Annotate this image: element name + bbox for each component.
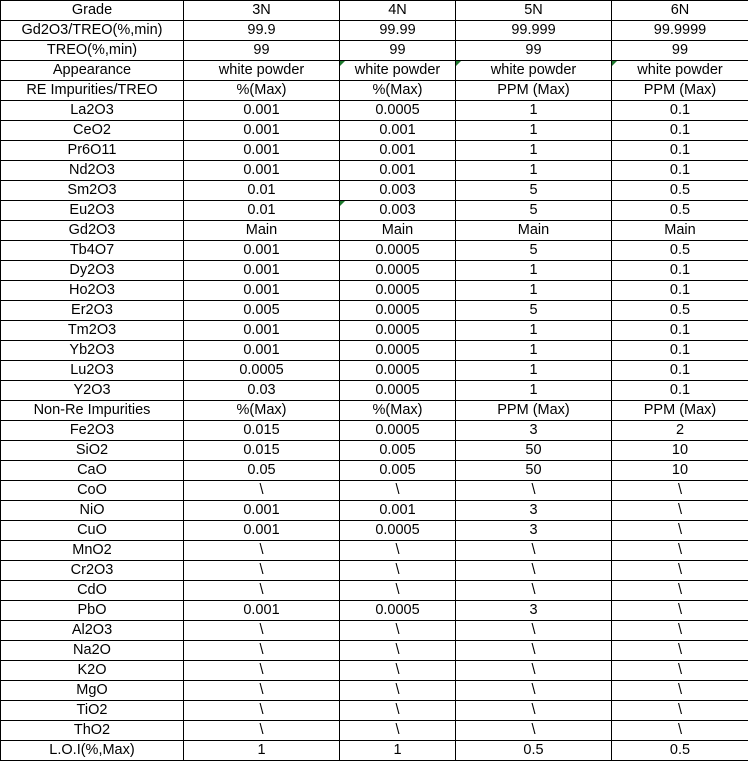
value-cell[interactable]: 3 bbox=[456, 521, 612, 541]
value-cell[interactable]: Main bbox=[184, 221, 340, 241]
value-cell[interactable]: 0.001 bbox=[184, 261, 340, 281]
row-label-cell[interactable]: SiO2 bbox=[1, 441, 184, 461]
value-cell[interactable]: 0.0005 bbox=[340, 101, 456, 121]
value-cell[interactable]: 5 bbox=[456, 241, 612, 261]
value-cell[interactable]: white powder bbox=[184, 61, 340, 81]
table-row bbox=[1, 261, 748, 281]
table-row bbox=[1, 641, 748, 661]
value-cell[interactable]: PPM (Max) bbox=[456, 81, 612, 101]
value-cell[interactable]: white powder bbox=[612, 61, 748, 81]
table-row bbox=[1, 281, 748, 301]
value-cell[interactable]: \ bbox=[184, 641, 340, 661]
value-cell[interactable]: 0.003 bbox=[340, 201, 456, 221]
table-row bbox=[1, 401, 748, 421]
row-label-cell[interactable]: Gd2O3/TREO(%,min) bbox=[1, 21, 184, 41]
value-cell[interactable]: \ bbox=[340, 641, 456, 661]
row-label-cell[interactable]: Non-Re Impurities bbox=[1, 401, 184, 421]
row-label-cell[interactable]: Yb2O3 bbox=[1, 341, 184, 361]
value-cell[interactable]: \ bbox=[184, 621, 340, 641]
row-label-cell[interactable]: Pr6O11 bbox=[1, 141, 184, 161]
value-cell[interactable]: 0.0005 bbox=[184, 361, 340, 381]
value-cell[interactable]: \ bbox=[456, 661, 612, 681]
header-cell-3n[interactable]: 3N bbox=[184, 1, 340, 21]
value-cell[interactable]: PPM (Max) bbox=[612, 401, 748, 421]
value-cell[interactable]: 0.001 bbox=[184, 501, 340, 521]
value-cell[interactable]: \ bbox=[184, 681, 340, 701]
value-cell[interactable]: Main bbox=[456, 221, 612, 241]
row-label-cell[interactable]: Cr2O3 bbox=[1, 561, 184, 581]
value-cell[interactable]: 0.001 bbox=[184, 101, 340, 121]
value-cell[interactable]: white powder bbox=[456, 61, 612, 81]
table-row bbox=[1, 101, 748, 121]
value-cell[interactable]: 0.1 bbox=[612, 381, 748, 401]
row-label-cell[interactable]: Sm2O3 bbox=[1, 181, 184, 201]
value-cell[interactable]: 0.1 bbox=[612, 161, 748, 181]
value-cell[interactable]: 0.5 bbox=[456, 741, 612, 761]
value-cell[interactable]: 0.005 bbox=[340, 461, 456, 481]
row-label-cell[interactable]: TiO2 bbox=[1, 701, 184, 721]
value-cell[interactable]: \ bbox=[184, 721, 340, 741]
value-cell[interactable]: \ bbox=[612, 501, 748, 521]
value-cell[interactable]: 0.01 bbox=[184, 201, 340, 221]
value-cell[interactable]: 0.0005 bbox=[340, 421, 456, 441]
row-label-cell[interactable]: Ho2O3 bbox=[1, 281, 184, 301]
value-cell[interactable]: 5 bbox=[456, 201, 612, 221]
value-cell[interactable]: 1 bbox=[456, 341, 612, 361]
value-cell[interactable]: 0.5 bbox=[612, 301, 748, 321]
value-cell[interactable]: \ bbox=[184, 581, 340, 601]
header-cell-4n[interactable]: 4N bbox=[340, 1, 456, 21]
spec-table-body bbox=[1, 1, 748, 761]
table-row bbox=[1, 221, 748, 241]
value-cell[interactable]: 0.1 bbox=[612, 121, 748, 141]
row-label-cell[interactable]: Er2O3 bbox=[1, 301, 184, 321]
table-row bbox=[1, 381, 748, 401]
value-cell[interactable]: 99 bbox=[184, 41, 340, 61]
value-cell[interactable]: 0.005 bbox=[184, 301, 340, 321]
table-row bbox=[1, 721, 748, 741]
row-label-cell[interactable]: Gd2O3 bbox=[1, 221, 184, 241]
row-label-cell[interactable]: Nd2O3 bbox=[1, 161, 184, 181]
row-label-cell[interactable]: NiO bbox=[1, 501, 184, 521]
value-cell[interactable]: %(Max) bbox=[340, 401, 456, 421]
value-cell[interactable]: 1 bbox=[184, 741, 340, 761]
value-cell[interactable]: 10 bbox=[612, 461, 748, 481]
value-cell[interactable]: 0.0005 bbox=[340, 301, 456, 321]
value-cell[interactable]: 0.05 bbox=[184, 461, 340, 481]
table-row bbox=[1, 421, 748, 441]
value-cell[interactable]: \ bbox=[456, 541, 612, 561]
value-cell[interactable]: 0.001 bbox=[184, 141, 340, 161]
value-cell[interactable]: \ bbox=[184, 561, 340, 581]
value-cell[interactable]: 0.1 bbox=[612, 321, 748, 341]
table-row bbox=[1, 581, 748, 601]
row-label-cell[interactable]: Fe2O3 bbox=[1, 421, 184, 441]
value-cell[interactable]: \ bbox=[456, 481, 612, 501]
value-cell[interactable]: 0.0005 bbox=[340, 381, 456, 401]
value-cell[interactable]: 99.9 bbox=[184, 21, 340, 41]
value-cell[interactable]: \ bbox=[456, 721, 612, 741]
value-cell[interactable]: 0.0005 bbox=[340, 521, 456, 541]
value-cell[interactable]: 1 bbox=[456, 161, 612, 181]
row-label-cell[interactable]: Appearance bbox=[1, 61, 184, 81]
value-cell[interactable]: \ bbox=[612, 621, 748, 641]
row-label-cell[interactable]: Lu2O3 bbox=[1, 361, 184, 381]
value-cell[interactable]: \ bbox=[340, 721, 456, 741]
table-row bbox=[1, 361, 748, 381]
value-cell[interactable]: 0.5 bbox=[612, 741, 748, 761]
value-cell[interactable]: \ bbox=[340, 561, 456, 581]
value-cell[interactable]: 1 bbox=[456, 101, 612, 121]
header-cell-6n[interactable]: 6N bbox=[612, 1, 748, 21]
value-cell[interactable]: \ bbox=[612, 661, 748, 681]
value-cell[interactable]: Main bbox=[612, 221, 748, 241]
row-label-cell[interactable]: CeO2 bbox=[1, 121, 184, 141]
value-cell[interactable]: 0.1 bbox=[612, 141, 748, 161]
value-cell[interactable]: 0.0005 bbox=[340, 601, 456, 621]
value-cell[interactable]: \ bbox=[612, 601, 748, 621]
row-label-cell[interactable]: CoO bbox=[1, 481, 184, 501]
value-cell[interactable]: \ bbox=[340, 681, 456, 701]
row-label-cell[interactable]: Dy2O3 bbox=[1, 261, 184, 281]
value-cell[interactable]: 0.1 bbox=[612, 361, 748, 381]
table-row bbox=[1, 201, 748, 221]
table-row bbox=[1, 521, 748, 541]
value-cell[interactable]: \ bbox=[456, 561, 612, 581]
value-cell[interactable]: 5 bbox=[456, 301, 612, 321]
value-cell[interactable]: \ bbox=[612, 521, 748, 541]
value-cell[interactable]: \ bbox=[184, 701, 340, 721]
value-cell[interactable]: 99 bbox=[340, 41, 456, 61]
value-cell[interactable]: 0.003 bbox=[340, 181, 456, 201]
value-cell[interactable]: Main bbox=[340, 221, 456, 241]
value-cell[interactable]: \ bbox=[340, 541, 456, 561]
value-cell[interactable]: 1 bbox=[456, 281, 612, 301]
value-cell[interactable]: 0.0005 bbox=[340, 281, 456, 301]
row-label-cell[interactable]: PbO bbox=[1, 601, 184, 621]
value-cell[interactable]: 0.001 bbox=[184, 601, 340, 621]
value-cell[interactable]: \ bbox=[340, 621, 456, 641]
table-row bbox=[1, 41, 748, 61]
value-cell[interactable]: \ bbox=[456, 581, 612, 601]
value-cell[interactable]: 1 bbox=[456, 361, 612, 381]
value-cell[interactable]: 0.5 bbox=[612, 201, 748, 221]
value-cell[interactable]: \ bbox=[612, 581, 748, 601]
table-row bbox=[1, 481, 748, 501]
value-cell[interactable]: 99 bbox=[612, 41, 748, 61]
value-cell[interactable]: 0.001 bbox=[184, 341, 340, 361]
value-cell[interactable]: white powder bbox=[340, 61, 456, 81]
value-cell[interactable]: \ bbox=[612, 681, 748, 701]
value-cell[interactable]: 0.5 bbox=[612, 181, 748, 201]
value-cell[interactable]: \ bbox=[612, 561, 748, 581]
row-label-cell[interactable]: CaO bbox=[1, 461, 184, 481]
table-row bbox=[1, 341, 748, 361]
value-cell[interactable]: 2 bbox=[612, 421, 748, 441]
value-cell[interactable]: 1 bbox=[456, 261, 612, 281]
value-cell[interactable]: \ bbox=[340, 581, 456, 601]
table-row bbox=[1, 541, 748, 561]
value-cell[interactable]: 10 bbox=[612, 441, 748, 461]
row-label-cell[interactable]: TREO(%,min) bbox=[1, 41, 184, 61]
table-row bbox=[1, 161, 748, 181]
value-cell[interactable]: 3 bbox=[456, 501, 612, 521]
value-cell[interactable]: 0.001 bbox=[340, 501, 456, 521]
value-cell[interactable]: 1 bbox=[456, 121, 612, 141]
value-cell[interactable]: \ bbox=[340, 661, 456, 681]
value-cell[interactable]: 0.015 bbox=[184, 441, 340, 461]
table-row bbox=[1, 241, 748, 261]
value-cell[interactable]: 0.001 bbox=[184, 281, 340, 301]
value-cell[interactable]: 1 bbox=[340, 741, 456, 761]
value-cell[interactable]: 99.9999 bbox=[612, 21, 748, 41]
table-row bbox=[1, 121, 748, 141]
value-cell[interactable]: 0.03 bbox=[184, 381, 340, 401]
header-cell-5n[interactable]: 5N bbox=[456, 1, 612, 21]
table-row bbox=[1, 661, 748, 681]
value-cell[interactable]: PPM (Max) bbox=[612, 81, 748, 101]
row-label-cell[interactable]: Na2O bbox=[1, 641, 184, 661]
table-row bbox=[1, 621, 748, 641]
table-row bbox=[1, 21, 748, 41]
value-cell[interactable]: \ bbox=[612, 541, 748, 561]
value-cell[interactable]: 99.99 bbox=[340, 21, 456, 41]
value-cell[interactable]: \ bbox=[456, 681, 612, 701]
table-row bbox=[1, 701, 748, 721]
value-cell[interactable]: 99.999 bbox=[456, 21, 612, 41]
table-row bbox=[1, 321, 748, 341]
value-cell[interactable]: %(Max) bbox=[184, 81, 340, 101]
value-cell[interactable]: \ bbox=[612, 641, 748, 661]
value-cell[interactable]: 0.015 bbox=[184, 421, 340, 441]
value-cell[interactable]: %(Max) bbox=[340, 81, 456, 101]
value-cell[interactable]: 0.1 bbox=[612, 101, 748, 121]
value-cell[interactable]: \ bbox=[456, 621, 612, 641]
value-cell[interactable]: 0.001 bbox=[184, 241, 340, 261]
value-cell[interactable]: \ bbox=[184, 661, 340, 681]
table-row bbox=[1, 301, 748, 321]
row-label-cell[interactable]: CdO bbox=[1, 581, 184, 601]
table-row bbox=[1, 181, 748, 201]
value-cell[interactable]: 99 bbox=[456, 41, 612, 61]
value-cell[interactable]: 50 bbox=[456, 441, 612, 461]
value-cell[interactable]: \ bbox=[340, 481, 456, 501]
table-row bbox=[1, 61, 748, 81]
value-cell[interactable]: 1 bbox=[456, 321, 612, 341]
row-label-cell[interactable]: MnO2 bbox=[1, 541, 184, 561]
value-cell[interactable]: \ bbox=[340, 701, 456, 721]
value-cell[interactable]: 0.001 bbox=[340, 141, 456, 161]
value-cell[interactable]: 0.005 bbox=[340, 441, 456, 461]
value-cell[interactable]: PPM (Max) bbox=[456, 401, 612, 421]
table-row bbox=[1, 501, 748, 521]
value-cell[interactable]: 0.01 bbox=[184, 181, 340, 201]
header-row bbox=[1, 1, 748, 21]
row-label-cell[interactable]: Tm2O3 bbox=[1, 321, 184, 341]
row-label-cell[interactable]: K2O bbox=[1, 661, 184, 681]
table-row bbox=[1, 81, 748, 101]
value-cell[interactable]: 0.0005 bbox=[340, 321, 456, 341]
value-cell[interactable]: 0.001 bbox=[184, 321, 340, 341]
value-cell[interactable]: \ bbox=[184, 541, 340, 561]
row-label-cell[interactable]: RE Impurities/TREO bbox=[1, 81, 184, 101]
value-cell[interactable]: 0.001 bbox=[340, 121, 456, 141]
value-cell[interactable]: 0.001 bbox=[184, 161, 340, 181]
table-row bbox=[1, 141, 748, 161]
row-label-cell[interactable]: La2O3 bbox=[1, 101, 184, 121]
value-cell[interactable]: 0.001 bbox=[184, 121, 340, 141]
table-row bbox=[1, 461, 748, 481]
row-label-cell[interactable]: Tb4O7 bbox=[1, 241, 184, 261]
value-cell[interactable]: 0.0005 bbox=[340, 341, 456, 361]
value-cell[interactable]: \ bbox=[184, 481, 340, 501]
value-cell[interactable]: \ bbox=[612, 481, 748, 501]
value-cell[interactable]: 5 bbox=[456, 181, 612, 201]
value-cell[interactable]: \ bbox=[456, 641, 612, 661]
row-label-cell[interactable]: Al2O3 bbox=[1, 621, 184, 641]
table-row bbox=[1, 741, 748, 761]
row-label-cell[interactable]: Y2O3 bbox=[1, 381, 184, 401]
table-row bbox=[1, 561, 748, 581]
row-label-cell[interactable]: MgO bbox=[1, 681, 184, 701]
table-row bbox=[1, 441, 748, 461]
value-cell[interactable]: 0.1 bbox=[612, 281, 748, 301]
header-cell-grade[interactable]: Grade bbox=[1, 1, 184, 21]
table-row bbox=[1, 601, 748, 621]
row-label-cell[interactable]: Eu2O3 bbox=[1, 201, 184, 221]
value-cell[interactable]: 1 bbox=[456, 381, 612, 401]
value-cell[interactable]: 0.5 bbox=[612, 241, 748, 261]
value-cell[interactable]: 0.0005 bbox=[340, 261, 456, 281]
value-cell[interactable]: 1 bbox=[456, 141, 612, 161]
value-cell[interactable]: 0.001 bbox=[184, 521, 340, 541]
value-cell[interactable]: 3 bbox=[456, 601, 612, 621]
value-cell[interactable]: 0.0005 bbox=[340, 241, 456, 261]
value-cell[interactable]: %(Max) bbox=[184, 401, 340, 421]
row-label-cell[interactable]: CuO bbox=[1, 521, 184, 541]
row-label-cell[interactable]: L.O.I(%,Max) bbox=[1, 741, 184, 761]
value-cell[interactable]: 3 bbox=[456, 421, 612, 441]
value-cell[interactable]: 0.1 bbox=[612, 261, 748, 281]
value-cell[interactable]: \ bbox=[456, 701, 612, 721]
value-cell[interactable]: 50 bbox=[456, 461, 612, 481]
value-cell[interactable]: 0.1 bbox=[612, 341, 748, 361]
value-cell[interactable]: 0.001 bbox=[340, 161, 456, 181]
value-cell[interactable]: 0.0005 bbox=[340, 361, 456, 381]
table-row bbox=[1, 681, 748, 701]
row-label-cell[interactable]: ThO2 bbox=[1, 721, 184, 741]
value-cell[interactable]: \ bbox=[612, 721, 748, 741]
value-cell[interactable]: \ bbox=[612, 701, 748, 721]
